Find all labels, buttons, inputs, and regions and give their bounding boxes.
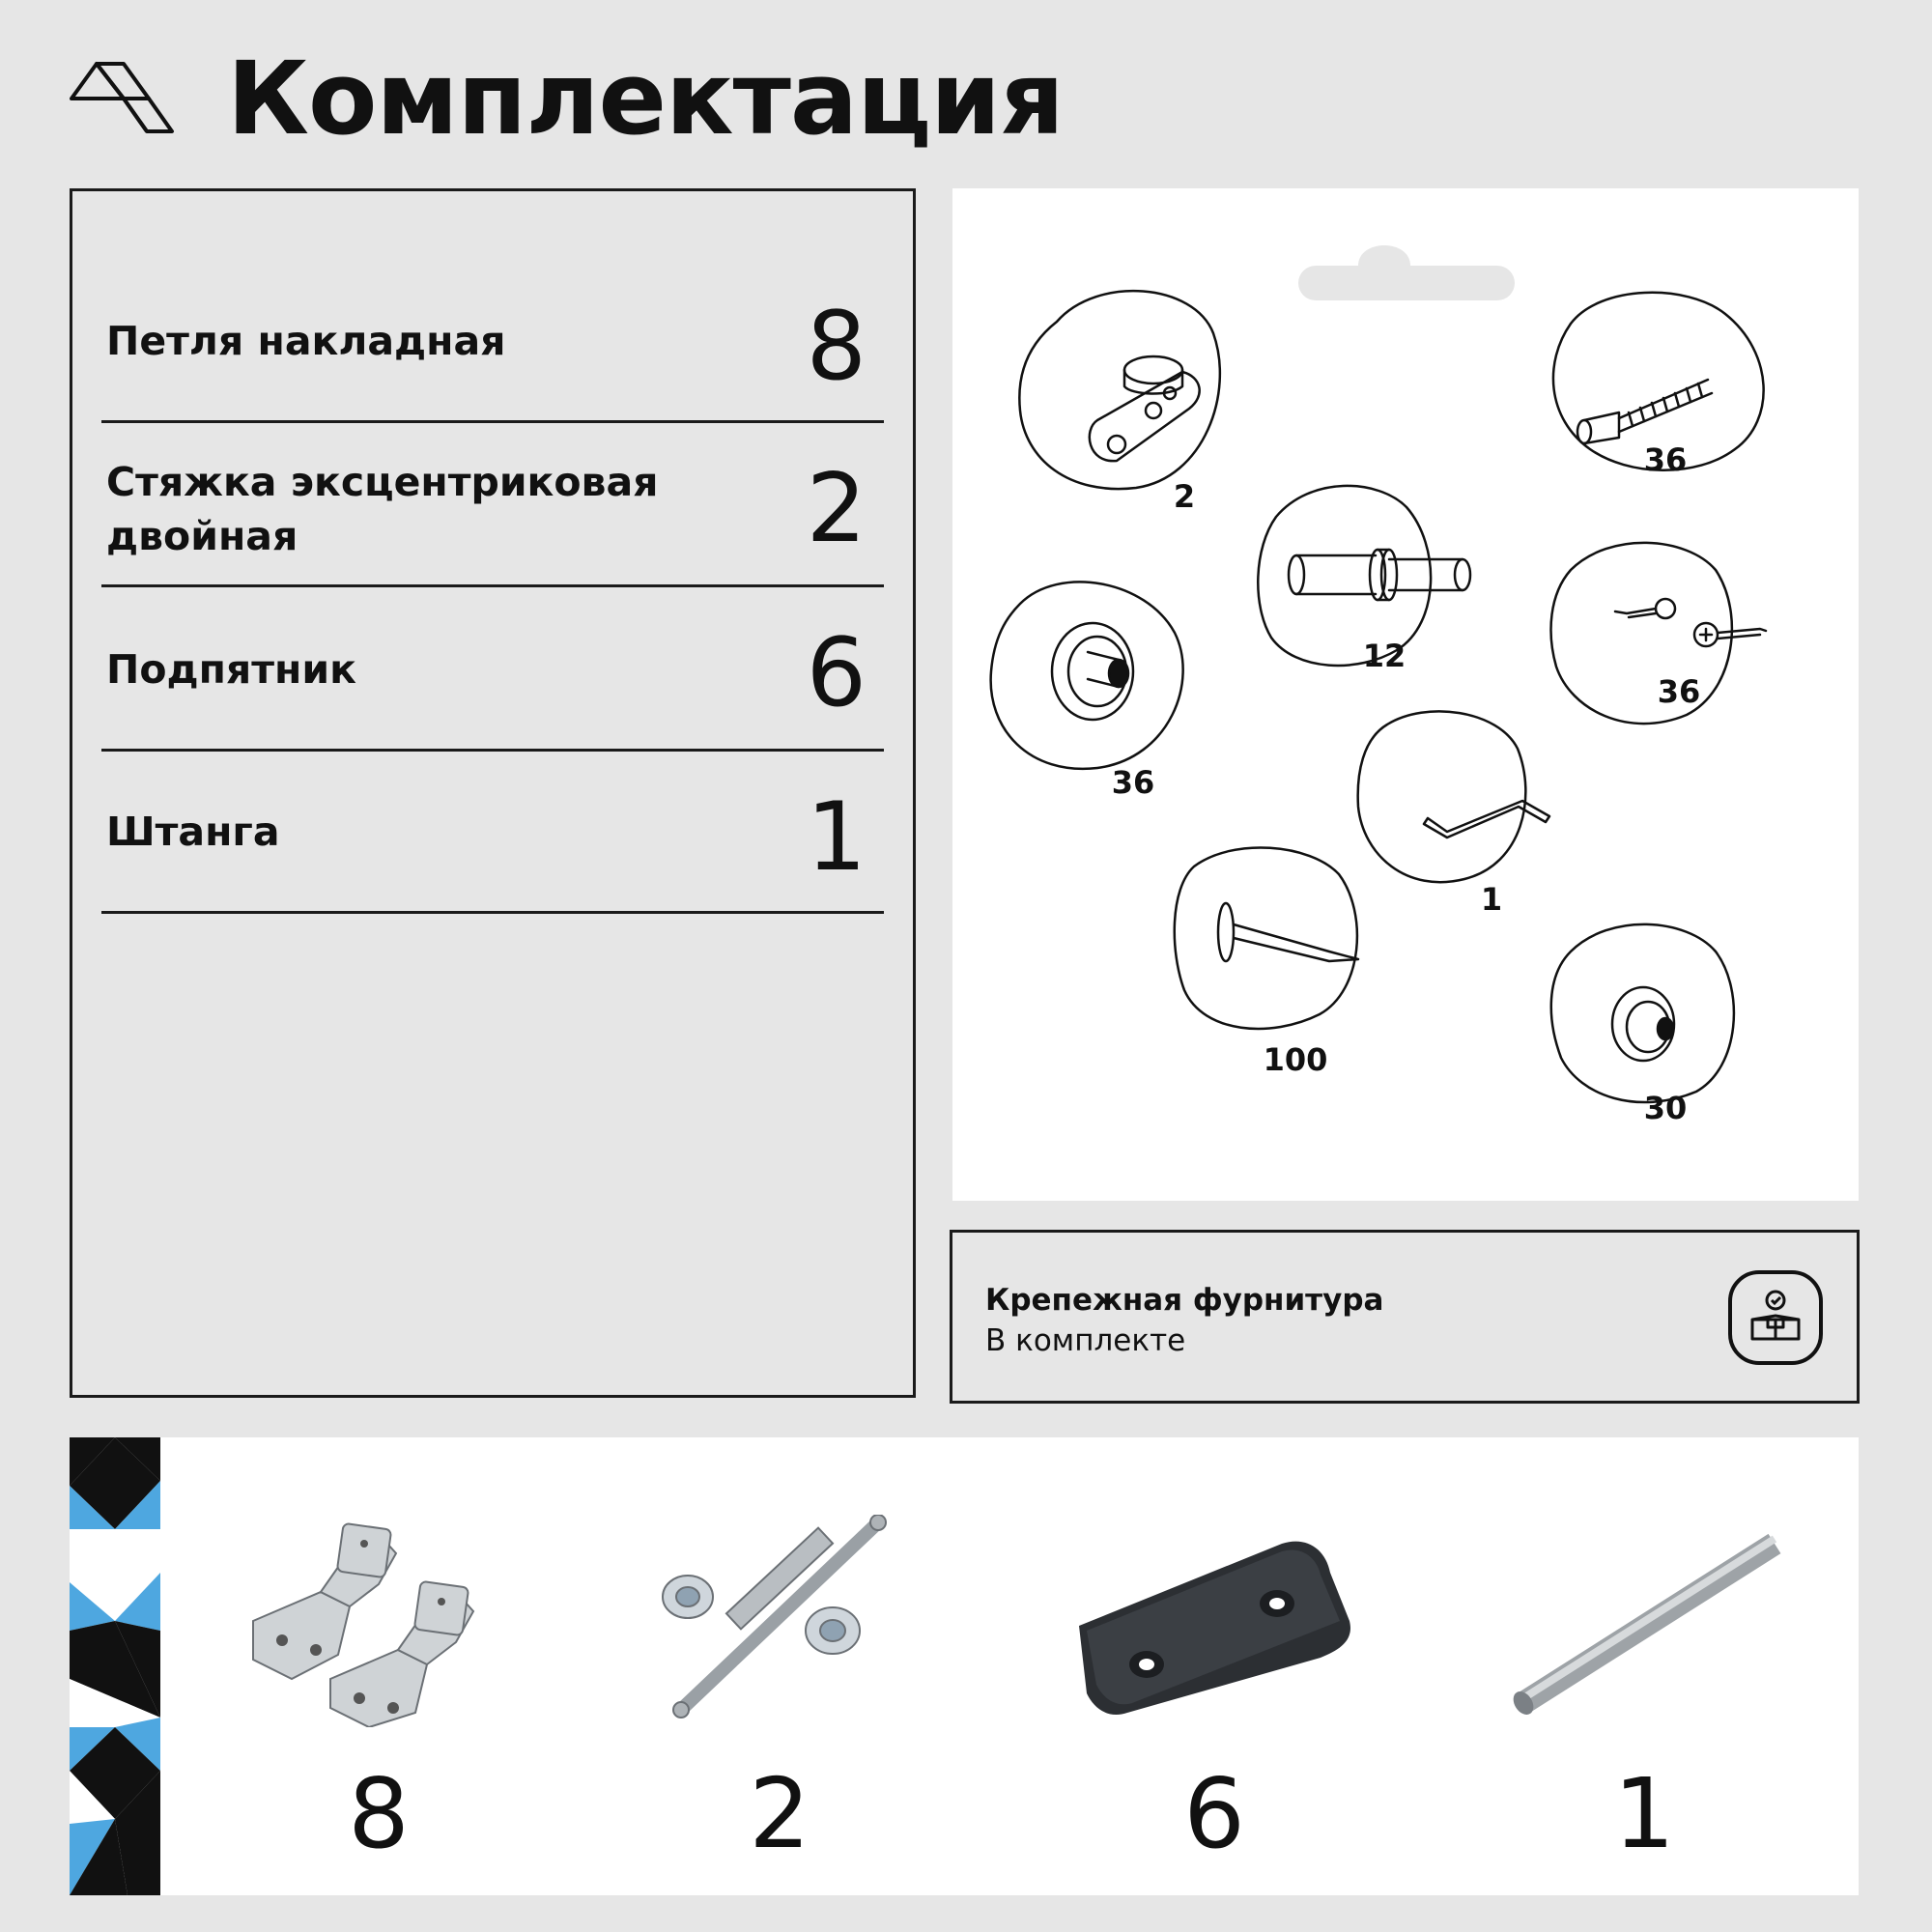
diagram-count: 12 [1362, 638, 1406, 674]
nail-icon [1175, 847, 1358, 1029]
diagram-count: 36 [1111, 764, 1155, 801]
diagram-count: 36 [1643, 441, 1688, 478]
decorative-triangle-pattern [70, 1437, 160, 1895]
item-count: 1 [806, 782, 867, 893]
photo-count: 8 [348, 1757, 410, 1870]
hinge-icon [224, 1515, 533, 1727]
list-item [101, 246, 884, 423]
glide-pad-icon [1060, 1515, 1369, 1727]
diagram-count: 2 [1173, 478, 1196, 515]
diagram-count: 100 [1263, 1041, 1328, 1078]
hardware-subtitle: В комплекте [985, 1323, 1186, 1358]
fittings-diagram-panel [952, 188, 1859, 1201]
cam-bushing-icon [991, 582, 1183, 768]
photo-count: 1 [1613, 1757, 1675, 1870]
list-item [101, 752, 884, 914]
item-count: 6 [806, 618, 867, 728]
list-item [101, 423, 884, 587]
hex-key-icon [1358, 711, 1549, 882]
item-label: Стяжка эксцентриковая двойная [106, 459, 659, 559]
hardware-info-panel [950, 1230, 1860, 1404]
box-check-icon [1727, 1269, 1824, 1366]
item-count: 2 [806, 454, 867, 564]
fittings-diagram [952, 188, 1859, 1201]
rod-icon [1490, 1515, 1799, 1727]
cam-connector-icon [625, 1515, 934, 1727]
brand-logo-icon [70, 60, 176, 135]
item-count: 8 [806, 292, 867, 402]
photo-count: 6 [1183, 1757, 1245, 1870]
cam-bushing-small-icon [1551, 924, 1734, 1102]
list-item [101, 587, 884, 752]
item-label: Петля накладная [106, 318, 506, 364]
diagram-count: 30 [1643, 1090, 1688, 1126]
diagram-count: 36 [1657, 673, 1701, 710]
item-label: Штанга [106, 809, 280, 855]
hardware-title: Крепежная фурнитура [985, 1283, 1384, 1318]
product-photos-panel [70, 1437, 1859, 1895]
photo-count: 2 [749, 1757, 810, 1870]
item-label: Подпятник [106, 646, 356, 693]
page-title: Комплектация [227, 40, 1064, 157]
diagram-count: 1 [1480, 881, 1503, 918]
rail-bracket-icon [1019, 291, 1220, 489]
